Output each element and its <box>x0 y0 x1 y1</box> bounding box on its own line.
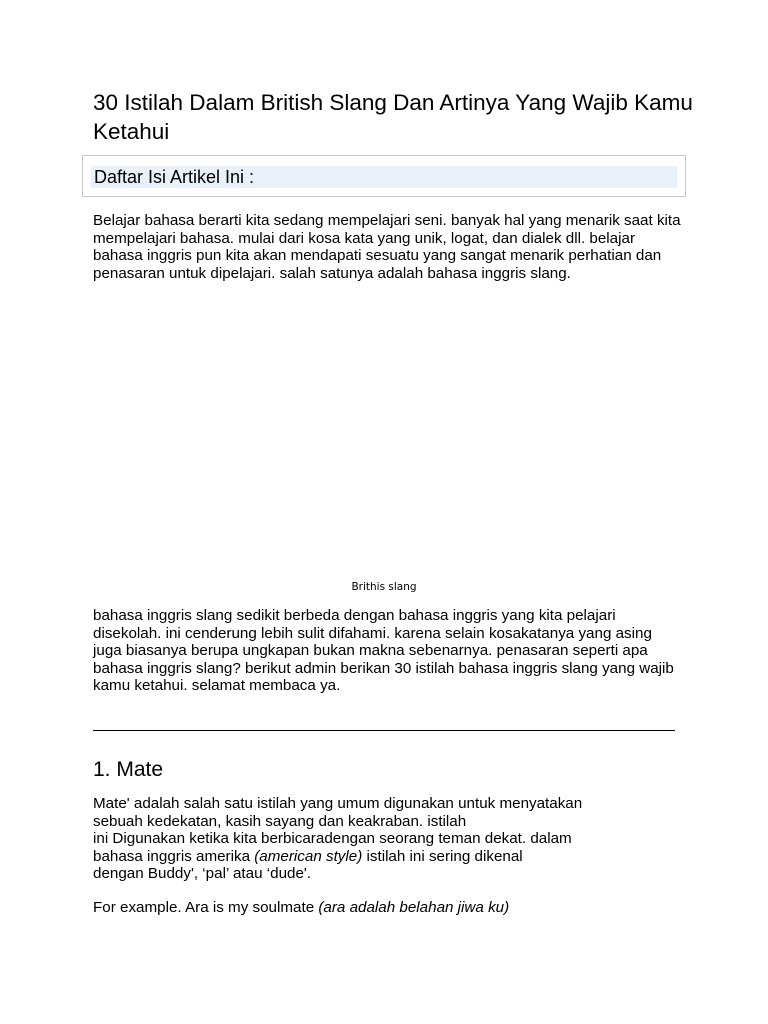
section-heading-mate: 1. Mate <box>93 758 164 781</box>
text-line: dengan Buddy', ‘pal’ atau ‘dude'. <box>93 865 312 883</box>
body-paragraph: bahasa inggris slang sedikit berbeda dengan bahasa inggris yang kita pelajari disekolah. ini cenderung lebih sulit difahami. karena selain kosakatanya yang asing juga biasanya berupa ungkapan bukan makna sebenarnya. penasaran seperti apa bahasa inggris slang? berikut admin berikan 30 istilah bahasa inggris slang yang wajib kamu ketahui. selamat membaca ya. <box>93 607 674 694</box>
text-line: sebuah kedekatan, kasih sayang dan keakraban. istilah <box>93 812 467 830</box>
emphasis-text: (american style) <box>254 847 363 865</box>
intro-paragraph: Belajar bahasa berarti kita sedang mempelajari seni. banyak hal yang menarik saat kita mempelajari bahasa. mulai dari kosa kata yang unik, logat, dan dialek dll. belajar bahasa inggris pun kita akan mendapati sesuatu yang sangat menarik perhatian dan penasaran untuk dipelajari. salah satunya adalah bahasa inggris slang. <box>93 212 681 282</box>
section-paragraph-mate <box>93 795 683 883</box>
example-sentence <box>93 899 683 917</box>
example-text: For example. Ara is my soulmate <box>93 899 319 916</box>
toc-label: Daftar Isi Artikel Ini : <box>94 167 255 187</box>
image-caption: Brithis slang <box>351 581 417 593</box>
text-segment: bahasa inggris amerika <box>93 847 255 865</box>
article-title: 30 Istilah Dalam British Slang Dan Artinya Yang Wajib Kamu Ketahui <box>93 90 693 144</box>
text-line: Mate' adalah salah satu istilah yang umum digunakan untuk menyatakan <box>93 795 583 812</box>
text-segment: istilah ini sering dikenal <box>362 847 523 865</box>
toc-header[interactable] <box>91 166 677 188</box>
text-line <box>93 848 683 866</box>
example-translation: (ara adalah belahan jiwa ku) <box>318 899 510 916</box>
text-line: ini Digunakan ketika kita berbicaradengan seorang teman dekat. dalam <box>93 830 572 848</box>
horizontal-divider <box>93 730 675 731</box>
table-of-contents[interactable] <box>82 155 686 197</box>
